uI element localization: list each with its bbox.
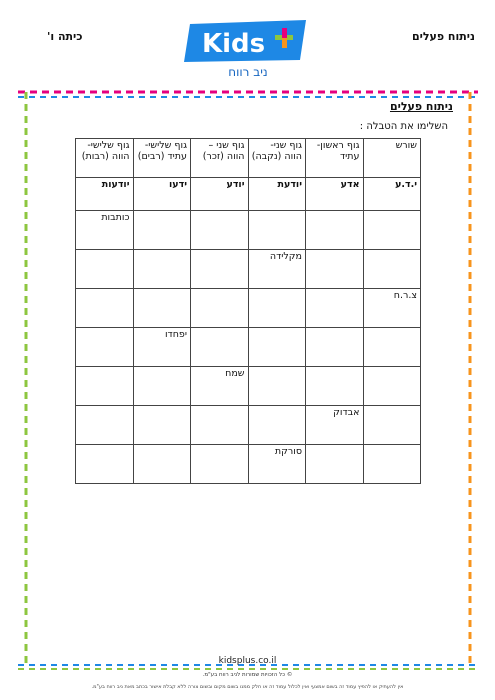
table-cell[interactable] <box>191 211 249 250</box>
table-cell[interactable] <box>133 445 191 484</box>
table-cell[interactable] <box>191 406 249 445</box>
table-cell[interactable] <box>363 328 421 367</box>
verb-analysis-table <box>75 138 421 484</box>
table-cell[interactable] <box>363 367 421 406</box>
table-row <box>76 406 421 445</box>
table-cell[interactable] <box>306 289 364 328</box>
table-cell[interactable] <box>306 328 364 367</box>
table-cell[interactable]: יודעת <box>248 178 306 211</box>
col-header: גוף ראשון- עתיד <box>306 139 364 178</box>
table-cell[interactable] <box>76 406 134 445</box>
col-header: גוף שני- הווה (נקבה) <box>248 139 306 178</box>
logo-text: Kids <box>202 29 266 59</box>
col-header: גוף שני – הווה (זכר) <box>191 139 249 178</box>
table-cell[interactable] <box>191 250 249 289</box>
table-cell[interactable]: י.ד.ע <box>363 178 421 211</box>
table-cell[interactable] <box>191 328 249 367</box>
table-cell[interactable]: יפחדו <box>133 328 191 367</box>
table-cell[interactable] <box>76 328 134 367</box>
table-cell[interactable] <box>133 250 191 289</box>
table-cell[interactable] <box>363 211 421 250</box>
table-cell[interactable]: אדע <box>306 178 364 211</box>
table-cell[interactable] <box>248 367 306 406</box>
table-cell[interactable] <box>76 250 134 289</box>
table-header-row <box>76 139 421 178</box>
table-cell[interactable] <box>133 211 191 250</box>
table-row <box>76 367 421 406</box>
footer-url[interactable]: kidsplus.co.il <box>218 656 277 666</box>
table-row <box>76 211 421 250</box>
table-row <box>76 328 421 367</box>
col-header: גוף שלישי- עתיד (רבים) <box>133 139 191 178</box>
table-cell[interactable] <box>306 367 364 406</box>
table-cell[interactable] <box>76 289 134 328</box>
table-cell[interactable]: יודעות <box>76 178 134 211</box>
table-cell[interactable]: מקלידה <box>248 250 306 289</box>
table-cell[interactable] <box>133 289 191 328</box>
logo-subtitle: ניב רווח <box>228 65 268 79</box>
table-cell[interactable] <box>76 367 134 406</box>
table-cell[interactable] <box>191 445 249 484</box>
table-cell[interactable] <box>306 211 364 250</box>
table-row <box>76 445 421 484</box>
header-left-title: כיתה ו' <box>47 30 83 43</box>
table-cell[interactable] <box>306 250 364 289</box>
footer-legal: אין להעתיק או להפיץ עמוד זה בשום אמצעי ואין לכלול עמוד זה או חלק ממנו בשום מקום ובשום צורה ללא קבלת אישור בכתב מאת ניב רווח בע"מ. <box>91 684 404 690</box>
worksheet-instruction: השלימו את הטבלה : <box>359 121 448 132</box>
footer-copyright: © כל הזכויות שמורות לניב רווח בע"מ. <box>202 672 293 678</box>
table-row <box>76 250 421 289</box>
table-cell[interactable] <box>191 289 249 328</box>
table-cell[interactable] <box>248 289 306 328</box>
table-cell[interactable] <box>248 328 306 367</box>
table-cell[interactable] <box>306 445 364 484</box>
table-row <box>76 178 421 211</box>
col-header: גוף שלישי- הווה (רבות) <box>76 139 134 178</box>
table-cell[interactable] <box>363 406 421 445</box>
table-cell[interactable]: אבדוק <box>306 406 364 445</box>
table-cell[interactable]: שמח <box>191 367 249 406</box>
table-cell[interactable] <box>76 445 134 484</box>
table-row <box>76 289 421 328</box>
worksheet-title: ניתוח פעלים <box>389 100 453 113</box>
table-cell[interactable]: כותבות <box>76 211 134 250</box>
table-cell[interactable] <box>363 250 421 289</box>
table-cell[interactable] <box>133 367 191 406</box>
table-cell[interactable] <box>363 445 421 484</box>
table-cell[interactable] <box>248 406 306 445</box>
table-cell[interactable]: צ.ר.ח <box>363 289 421 328</box>
table-cell[interactable] <box>133 406 191 445</box>
table-cell[interactable]: סורקת <box>248 445 306 484</box>
table-cell[interactable]: ידעו <box>133 178 191 211</box>
col-header: שורש <box>363 139 421 178</box>
header-right-title: ניתוח פעלים <box>411 30 475 43</box>
table-cell[interactable] <box>248 211 306 250</box>
table-cell[interactable]: יודע <box>191 178 249 211</box>
